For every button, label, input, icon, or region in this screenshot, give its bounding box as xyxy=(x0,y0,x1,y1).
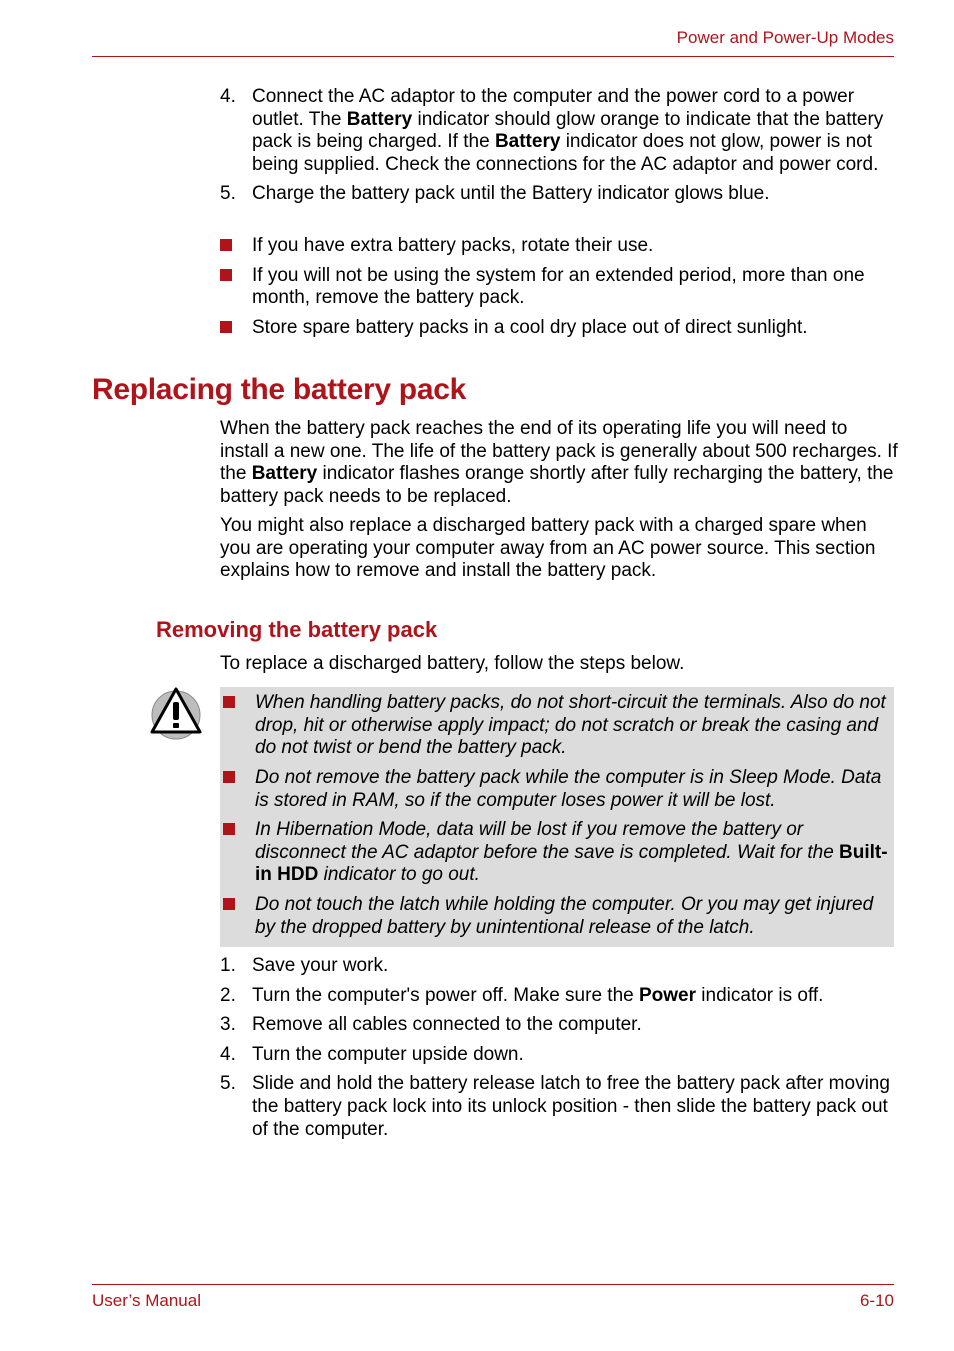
section-paragraph: You might also replace a discharged battery pack with a charged spare when you are operating your computer away from an AC power source. This section explains how to remove and install the battery pack. xyxy=(220,515,876,582)
step-item xyxy=(220,985,900,1008)
bullet-item xyxy=(220,317,900,340)
warning-item xyxy=(220,894,890,939)
step-text: Slide and hold the battery release latch to free the battery pack after moving the battery pack lock into its unlock position - then slide the battery pack out of the computer. xyxy=(252,1073,890,1140)
bullet-square-icon xyxy=(223,771,235,783)
step-item xyxy=(220,1073,900,1141)
step-text: Remove all cables connected to the computer. xyxy=(252,1014,642,1036)
running-header: Power and Power-Up Modes xyxy=(676,28,894,47)
step-text: Save your work. xyxy=(252,955,389,976)
step-text: Turn the computer upside down. xyxy=(252,1043,524,1065)
bullet-square-icon xyxy=(220,269,232,281)
bullet-text: If you will not be using the system for an extended period, more than one month, remove the battery pack. xyxy=(252,264,865,309)
section-heading: Replacing the battery pack xyxy=(92,373,466,406)
footer-rule xyxy=(92,1284,894,1285)
step-number: 2. xyxy=(220,984,236,1006)
subsection-intro: To replace a discharged battery, follow the steps below. xyxy=(220,653,685,674)
bullet-text: If you have extra battery packs, rotate their use. xyxy=(252,235,654,256)
subsection-heading: Removing the battery pack xyxy=(156,617,438,642)
step-text: Turn the computer's power off. Make sure the Power indicator is off. xyxy=(252,984,824,1006)
footer-manual-title: User’s Manual xyxy=(92,1291,201,1310)
warning-box xyxy=(220,687,894,947)
top-numbered-list xyxy=(220,86,900,206)
list-item-text: Connect the AC adaptor to the computer and the power cord to a power outlet. The Battery indicator should glow orange to indicate that the battery pack is being charged. If the Battery indicator does not glow, power is not being supplied. Check the connections for the AC adaptor and power cord. xyxy=(252,86,884,175)
warning-text: When handling battery packs, do not short-circuit the terminals. Also do not drop, hit or otherwise apply impact; do not scratch or break the casing and do not twist or bend the battery pack. xyxy=(255,692,886,759)
bullet-square-icon xyxy=(223,696,235,708)
step-item xyxy=(220,1014,900,1037)
list-item xyxy=(220,86,900,176)
warning-text: Do not touch the latch while holding the computer. Or you may get injured by the dropped battery by unintentional release of the latch. xyxy=(255,894,874,938)
step-number: 1. xyxy=(220,955,236,976)
list-number: 5. xyxy=(220,183,236,205)
step-number: 3. xyxy=(220,1014,236,1036)
top-bullet-list xyxy=(220,235,900,339)
header-rule xyxy=(92,56,894,57)
list-item-text: Charge the battery pack until the Battery indicator glows blue. xyxy=(252,183,770,205)
page-number: 6-10 xyxy=(859,1291,894,1310)
step-number: 5. xyxy=(220,1073,236,1095)
bullet-text: Store spare battery packs in a cool dry place out of direct sunlight. xyxy=(252,316,808,338)
warning-text: Do not remove the battery pack while the computer is in Sleep Mode. Data is stored in RAM, so if the computer loses power it will be lost. xyxy=(255,767,882,811)
bullet-square-icon xyxy=(220,321,232,333)
warning-item xyxy=(220,819,890,887)
warning-item xyxy=(220,767,890,812)
list-item xyxy=(220,183,900,206)
section-paragraph: When the battery pack reaches the end of its operating life you will need to install a new one. The life of the battery pack is generally about 500 recharges. If the Battery indicator flashes orange shortly after fully recharging the battery, the battery pack needs to be replaced. xyxy=(220,418,898,507)
bullet-square-icon xyxy=(220,239,232,251)
bullet-item xyxy=(220,235,900,258)
warning-text: In Hibernation Mode, data will be lost if you remove the battery or disconnect the AC adaptor before the save is completed. Wait for the Built-in HDD indicator to go out. xyxy=(255,819,888,886)
warning-item xyxy=(220,692,890,760)
list-number: 4. xyxy=(220,86,236,107)
step-item xyxy=(220,955,900,978)
step-item xyxy=(220,1044,900,1067)
step-number: 4. xyxy=(220,1043,236,1065)
warning-triangle-icon xyxy=(150,686,202,740)
bullet-item xyxy=(220,265,900,310)
bullet-square-icon xyxy=(223,823,235,835)
steps-list xyxy=(220,955,900,1141)
bullet-square-icon xyxy=(223,898,235,910)
